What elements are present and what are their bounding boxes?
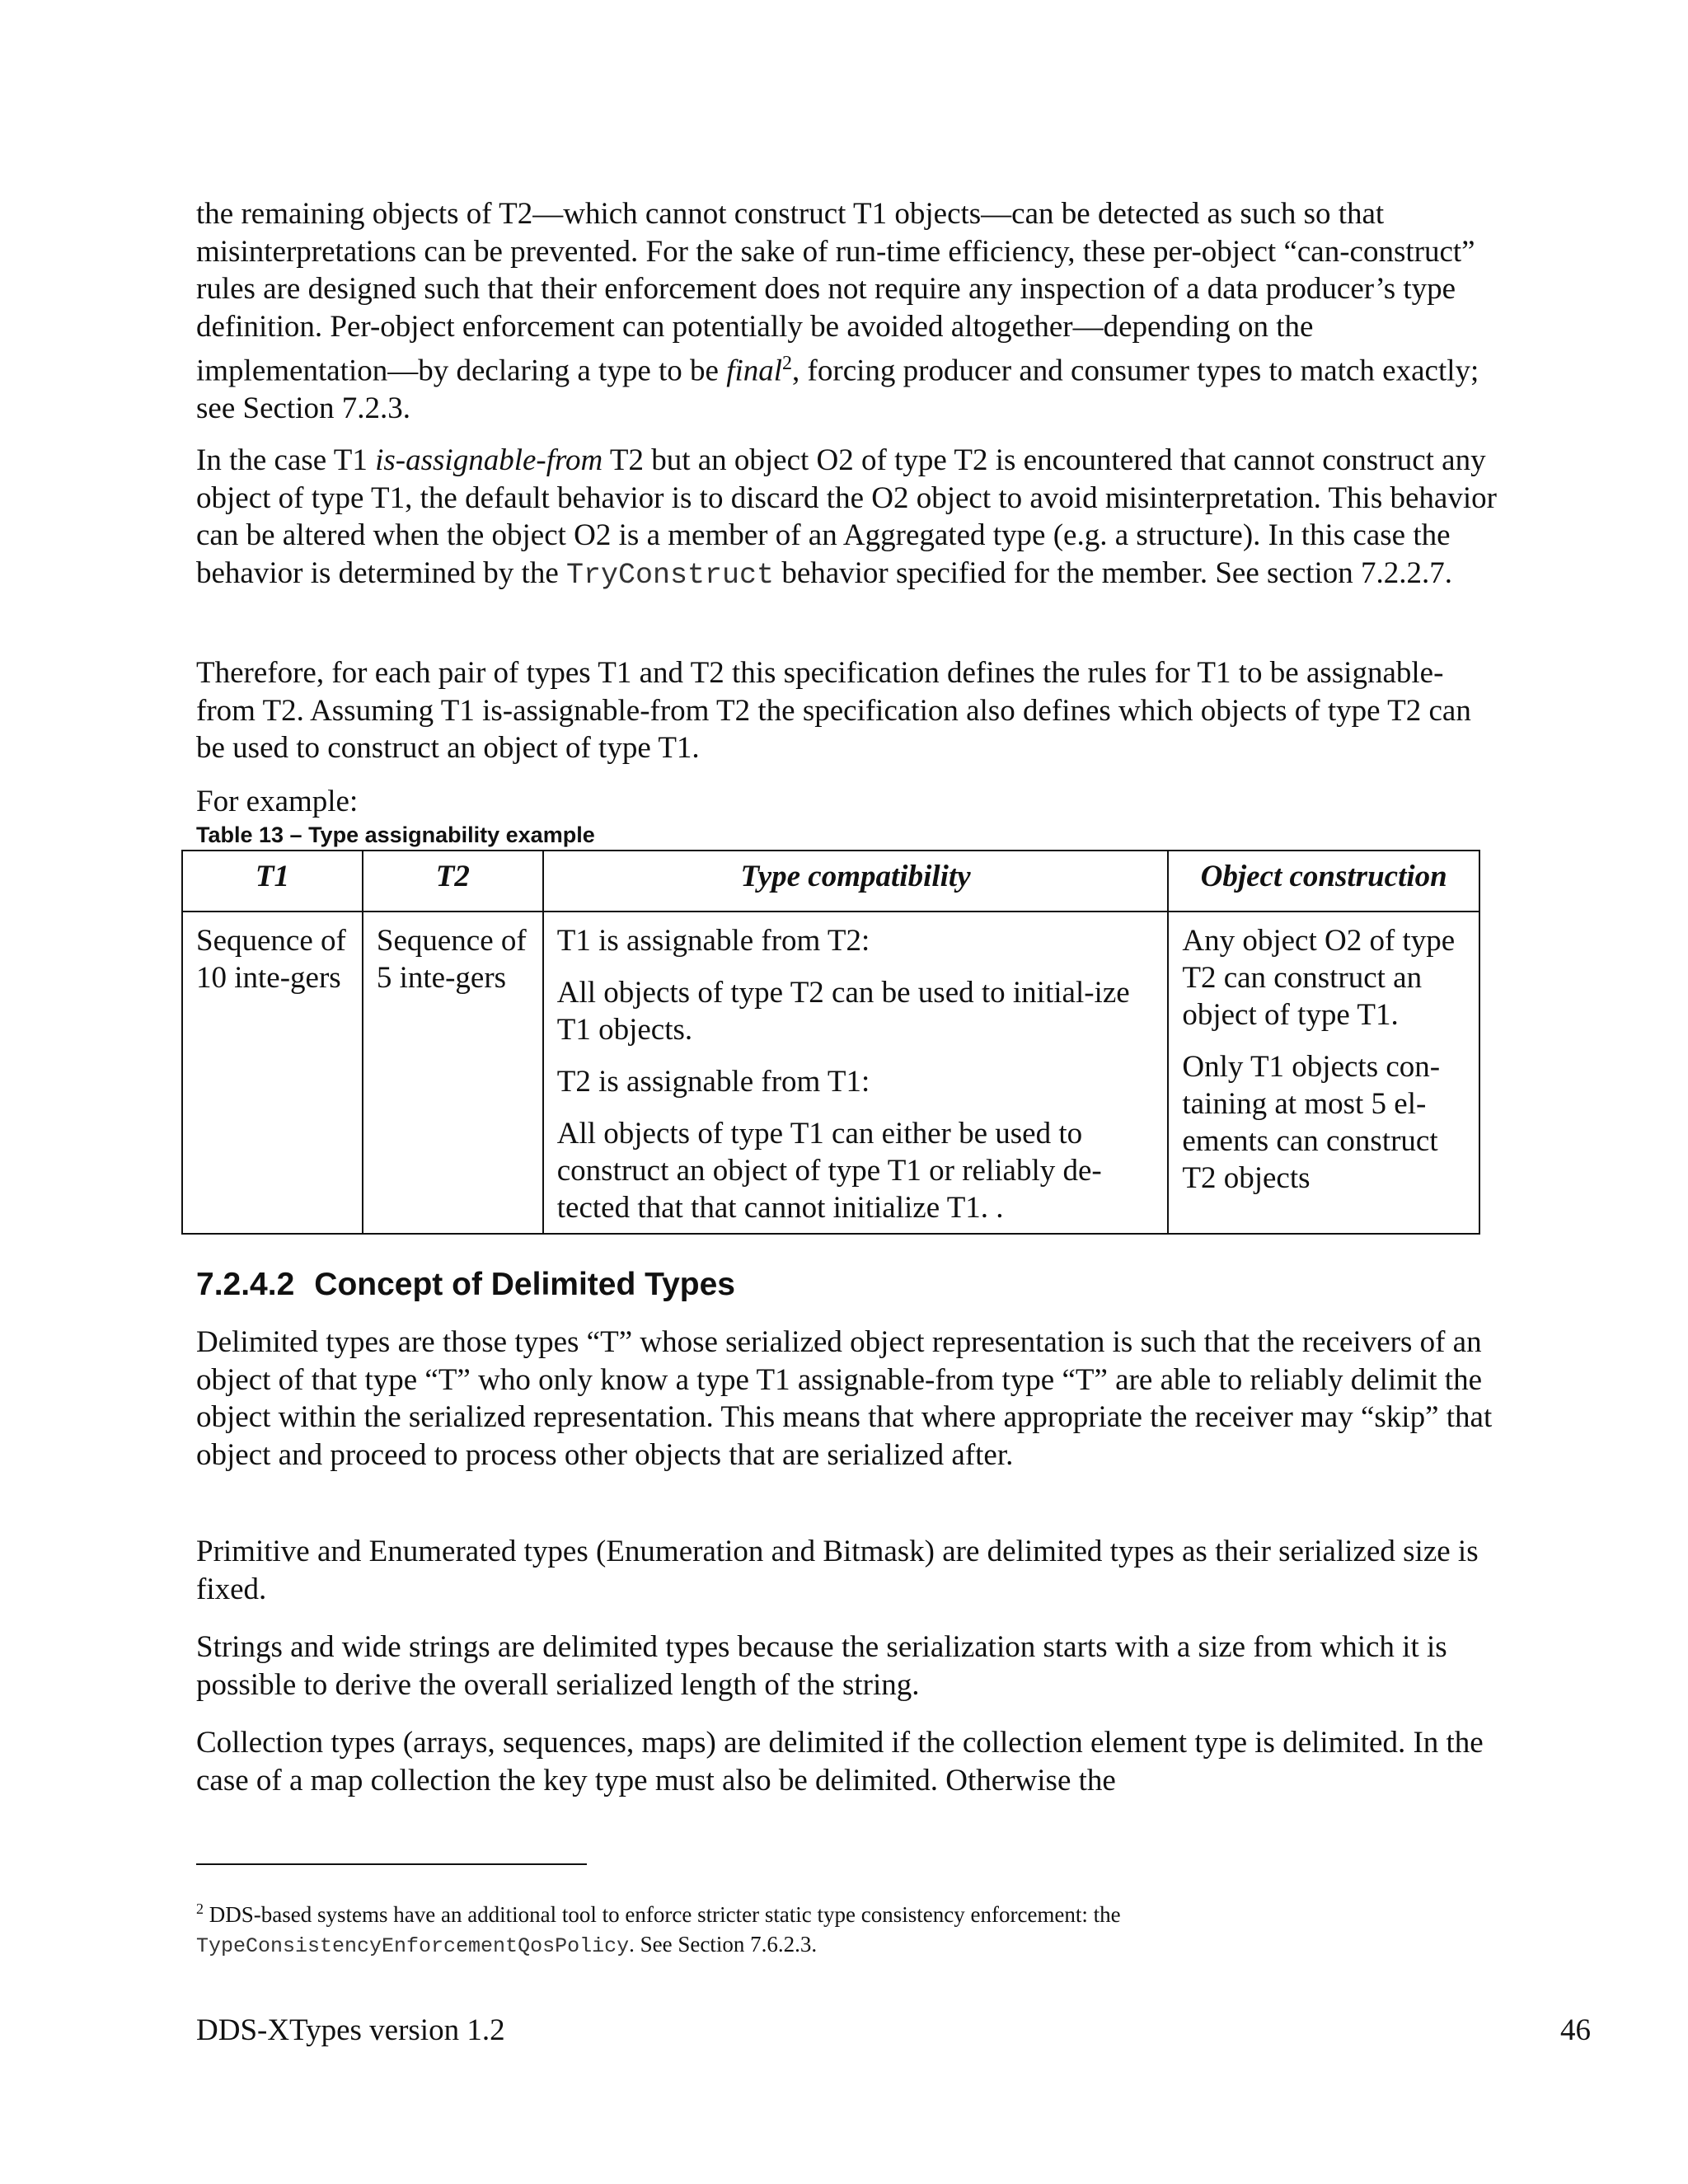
cell-object-construction: Any object O2 of type T2 can construct an object of type T1. Only T1 objects con-taining at most 5 el-ements can construct T2 objects (1168, 912, 1479, 1234)
italic-final: final (726, 354, 783, 388)
header-t1: T1 (182, 851, 363, 912)
code-tryconstruct: TryConstruct (566, 558, 775, 592)
type-assignability-table (181, 850, 1480, 1235)
code-type-consistency-policy: TypeConsistencyEnforcementQosPolicy (196, 1934, 630, 1958)
section-number: 7.2.4.2 (196, 1267, 295, 1302)
table-row (182, 912, 1479, 1234)
paragraph-discard-behavior: In the case T1 is-assignable-from T2 but an object O2 of type T2 is encountered that cannot construct any object of type T1, the default behavior is to discard the O2 object to avoid misinterpretation. This behavior can be altered when the object O2 is a member of an Aggregated type (e.g. a structure). In this case the behavior is determined by the TryConstruct behavior specified for the member. See section 7.2.2.7. (196, 443, 1497, 592)
cell-t1: Sequence of 10 inte-gers (182, 912, 363, 1234)
paragraph-for-example: For example: (196, 785, 359, 818)
paragraph-per-object-rules: the remaining objects of T2—which cannot construct T1 objects—can be detected as such so that misinterpretations can be prevented. For the sake of run-time efficiency, these per-object “can-construct” rules are designed such that their enforcement does not require any inspection of a data producer’s type definition. Per-object enforcement can potentially be avoided altogether—depending on the implementation—by declaring a type to be final$^2$, forcing producer and consumer types to match exactly; see Section 7.2.3. (196, 197, 1479, 425)
header-t2: T2 (363, 851, 543, 912)
paragraph-assignable-rules: Therefore, for each pair of types T1 and T2 this specification defines the rules for T1 to be assignable-from T2. Assuming T1 is-assignable-from T2 the specification also defines which objects of type T2 can be used to construct an object of type T1. (196, 656, 1471, 765)
paragraph-collections: Collection types (arrays, sequences, maps) are delimited if the collection element type is delimited. In the case of a map collection the key type must also be delimited. Otherwise the (196, 1726, 1484, 1797)
italic-is-assignable-from: is-assignable-from (375, 443, 603, 477)
section-heading (196, 1265, 735, 1305)
cell-t2: Sequence of 5 inte-gers (363, 912, 543, 1234)
footnote: $^2$ DDS-based systems have an additional tool to enforce stricter static type consistency enforcement: the TypeConsistencyEnforcementQosPolicy. See Section 7.6.2.3. (196, 1900, 1121, 1958)
footer-document-title: DDS-XTypes version 1.2 (196, 2013, 505, 2047)
header-type-compatibility: Type compatibility (543, 851, 1169, 912)
paragraph-strings: Strings and wide strings are delimited types because the serialization starts with a size from which it is possible to derive the overall serialized length of the string. (196, 1630, 1447, 1702)
paragraph-delimited-definition: Delimited types are those types “T” whose serialized object representation is such that the receivers of an object of that type “T” who only know a type T1 assignable-from type “T” are able to reliably delimit the object within the serialized representation. This means that where appropriate the receiver may “skip” that object and proceed to process other objects that are serialized after. (196, 1325, 1493, 1472)
cell-type-compatibility: T1 is assignable from T2: All objects of type T2 can be used to initial-ize T1 objects. T2 is assignable from T1: All objects of type T1 can either be used to construct an object of type T1 or reliably de-tected that that cannot initialize T1. . (543, 912, 1169, 1234)
table-caption: Table 13 – Type assignability example (196, 823, 595, 847)
section-title: Concept of Delimited Types (314, 1267, 735, 1302)
header-object-construction: Object construction (1168, 851, 1479, 912)
footnote-divider (196, 1863, 587, 1865)
footnote-number: 2 (196, 1900, 204, 1917)
table-header-row (182, 851, 1479, 912)
paragraph-primitive-types: Primitive and Enumerated types (Enumeration and Bitmask) are delimited types as their serialized size is fixed. (196, 1535, 1479, 1606)
footnote-reference[interactable]: 2 (782, 353, 793, 374)
footer-page-number: 46 (1560, 2013, 1591, 2047)
